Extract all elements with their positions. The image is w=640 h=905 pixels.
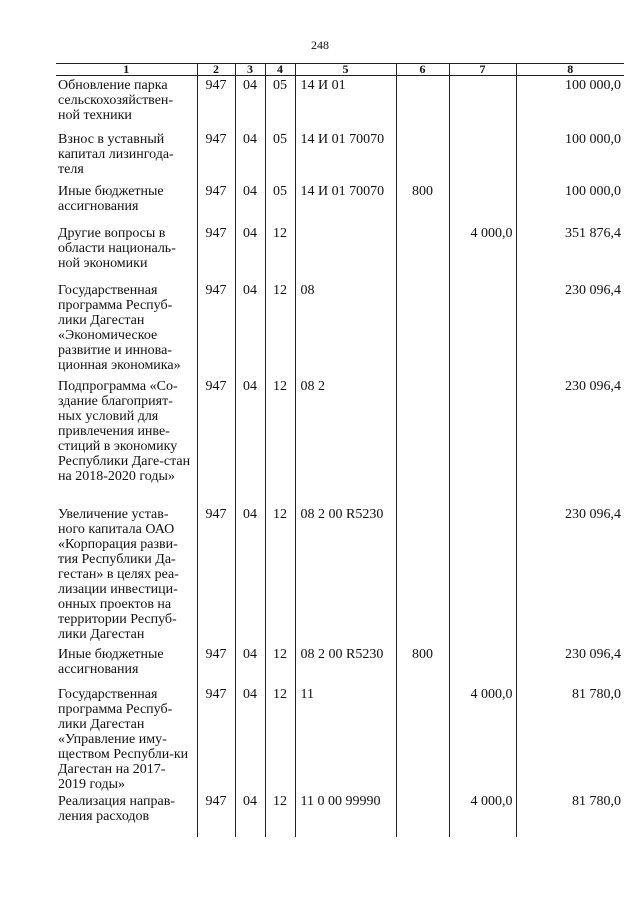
- ministry-code: 947: [197, 377, 235, 505]
- expense-type-code: [396, 685, 449, 792]
- table-row: [56, 377, 624, 505]
- subsection-code: 12: [265, 224, 295, 281]
- section-code: 04: [235, 76, 265, 130]
- column-header: 5: [295, 64, 396, 76]
- amount-col8: 351 876,4: [516, 224, 624, 281]
- column-header: 8: [516, 64, 624, 76]
- table-row: [56, 792, 624, 838]
- subsection-code: 05: [265, 130, 295, 182]
- subsection-code: 12: [265, 792, 295, 838]
- item-name: Подпрограмма «Со-здание благоприят-ных условий для привлечения инве-стиций в экономику Республики Даге-стан на 2018-2020 годы»: [58, 378, 191, 484]
- section-code: 04: [235, 224, 265, 281]
- section-code: 04: [235, 685, 265, 792]
- target-article-code: 08: [295, 281, 396, 377]
- column-header: 6: [396, 64, 449, 76]
- amount-col8: 230 096,4: [516, 645, 624, 685]
- table-row: [56, 76, 624, 130]
- page-number: 248: [311, 38, 329, 52]
- expense-type-code: 800: [396, 182, 449, 224]
- column-header: 3: [235, 64, 265, 76]
- amount-col8: 81 780,0: [516, 685, 624, 792]
- table-row: [56, 685, 624, 792]
- amount-col7: [449, 281, 516, 377]
- section-code: 04: [235, 645, 265, 685]
- header-row: [56, 64, 624, 76]
- expense-type-code: 800: [396, 645, 449, 685]
- amount-col8: 100 000,0: [516, 182, 624, 224]
- amount-col7: [449, 505, 516, 645]
- subsection-code: 12: [265, 281, 295, 377]
- ministry-code: 947: [197, 645, 235, 685]
- section-code: 04: [235, 182, 265, 224]
- target-article-code: 08 2: [295, 377, 396, 505]
- item-name: Иные бюджетные ассигнования: [58, 183, 164, 214]
- amount-col8: 230 096,4: [516, 377, 624, 505]
- ministry-code: 947: [197, 685, 235, 792]
- amount-col7: [449, 377, 516, 505]
- table-row: [56, 281, 624, 377]
- table-row: [56, 224, 624, 281]
- item-name: Государственная программа Респуб-лики Дагестан «Управление иму-ществом Республи-ки Дагестан на 2017-2019 годы»: [58, 686, 189, 792]
- section-code: 04: [235, 281, 265, 377]
- amount-col8: 81 780,0: [516, 792, 624, 838]
- ministry-code: 947: [197, 792, 235, 838]
- expense-type-code: [396, 76, 449, 130]
- amount-col8: 100 000,0: [516, 130, 624, 182]
- item-name: Другие вопросы в области националь-ной экономики: [58, 225, 176, 271]
- amount-col7: [449, 182, 516, 224]
- item-name: Иные бюджетные ассигнования: [58, 646, 164, 677]
- budget-table: [56, 63, 624, 837]
- table-row: [56, 645, 624, 685]
- ministry-code: 947: [197, 182, 235, 224]
- column-header: 7: [449, 64, 516, 76]
- amount-col8: 230 096,4: [516, 505, 624, 645]
- amount-col7: [449, 130, 516, 182]
- column-header: 1: [56, 64, 197, 76]
- item-name: Обновление парка сельскохозяйствен-ной техники: [58, 78, 174, 123]
- subsection-code: 05: [265, 76, 295, 130]
- target-article-code: 08 2 00 R5230: [295, 645, 396, 685]
- ministry-code: 947: [197, 281, 235, 377]
- target-article-code: 14 И 01 70070: [295, 182, 396, 224]
- item-name: Взнос в уставный капитал лизингода-теля: [58, 131, 174, 177]
- item-name: Государственная программа Респуб-лики Дагестан «Экономическое развитие и иннова-ционная экономика»: [58, 282, 181, 373]
- subsection-code: 12: [265, 685, 295, 792]
- target-article-code: 08 2 00 R5230: [295, 505, 396, 645]
- item-name: Увеличение устав-ного капитала ОАО «Корпорация разви-тия Республики Да-гестан» в целях реа-лизации инвестици-онных проектов на территории Респуб-лики Дагестан: [58, 506, 179, 642]
- expense-type-code: [396, 224, 449, 281]
- subsection-code: 12: [265, 505, 295, 645]
- expense-type-code: [396, 281, 449, 377]
- target-article-code: 11 0 00 99990: [295, 792, 396, 838]
- expense-type-code: [396, 377, 449, 505]
- expense-type-code: [396, 505, 449, 645]
- amount-col8: 100 000,0: [516, 76, 624, 130]
- subsection-code: 05: [265, 182, 295, 224]
- section-code: 04: [235, 792, 265, 838]
- section-code: 04: [235, 505, 265, 645]
- ministry-code: 947: [197, 505, 235, 645]
- amount-col7: 4 000,0: [449, 685, 516, 792]
- expense-type-code: [396, 792, 449, 838]
- column-header: 2: [197, 64, 235, 76]
- ministry-code: 947: [197, 76, 235, 130]
- amount-col7: [449, 76, 516, 130]
- expense-type-code: [396, 130, 449, 182]
- column-header: 4: [265, 64, 295, 76]
- table-row: [56, 182, 624, 224]
- target-article-code: [295, 224, 396, 281]
- section-code: 04: [235, 130, 265, 182]
- table-row: [56, 505, 624, 645]
- subsection-code: 12: [265, 377, 295, 505]
- target-article-code: 14 И 01: [295, 76, 396, 130]
- item-name: Реализация направ-ления расходов: [58, 793, 175, 824]
- amount-col7: 4 000,0: [449, 224, 516, 281]
- target-article-code: 14 И 01 70070: [295, 130, 396, 182]
- amount-col8: 230 096,4: [516, 281, 624, 377]
- ministry-code: 947: [197, 224, 235, 281]
- amount-col7: [449, 645, 516, 685]
- amount-col7: 4 000,0: [449, 792, 516, 838]
- subsection-code: 12: [265, 645, 295, 685]
- section-code: 04: [235, 377, 265, 505]
- ministry-code: 947: [197, 130, 235, 182]
- table-row: [56, 130, 624, 182]
- target-article-code: 11: [295, 685, 396, 792]
